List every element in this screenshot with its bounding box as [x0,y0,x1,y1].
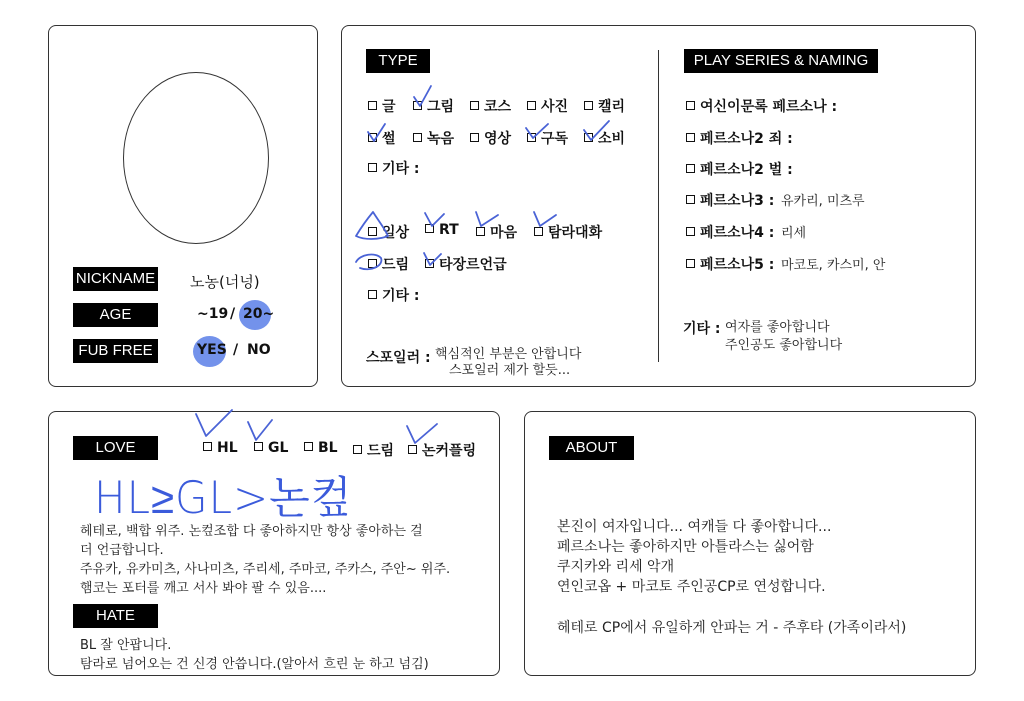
play-etc-label: 기타 : [683,321,721,337]
spoiler-line-1: 핵심적인 부분은 안합니다 [435,347,582,362]
type-option-calligraphy[interactable]: 캘리 [584,96,625,116]
checkbox-icon[interactable] [534,227,543,236]
checkbox-icon[interactable] [584,101,593,110]
type-label: TYPE [366,49,430,73]
about-line-6: 헤테로 CP에서 유일하게 안파는 거 - 주후타 (가족이라서) [557,620,907,636]
type-option-consume[interactable]: 소비 [584,128,625,148]
checkbox-icon[interactable] [425,259,434,268]
type-option-subscribe[interactable]: 구독 [527,128,568,148]
type-option-daily[interactable]: 일상 [368,222,409,242]
checkbox-icon[interactable] [368,290,377,299]
checkbox-icon[interactable] [368,227,377,236]
play-item-persona5-value: 마코토, 카스미, 안 [781,258,886,273]
checkbox-icon[interactable] [686,164,695,173]
about-line-2: 페르소나는 좋아하지만 아틀라스는 싫어함 [557,539,814,555]
play-item-persona3[interactable]: 페르소나3 : [686,190,774,210]
type-option-drawing[interactable]: 그림 [413,96,454,116]
play-etc-line-1: 여자를 좋아합니다 [725,320,830,335]
play-item-persona4[interactable]: 페르소나4 : [686,222,774,242]
checkbox-icon[interactable] [368,101,377,110]
love-line-4: 햄코는 포터를 깨고 서사 봐야 팔 수 있음.... [80,581,327,596]
fub-free-label: FUB FREE [73,339,158,363]
checkbox-icon[interactable] [425,224,434,233]
type-option-story[interactable]: 썰 [368,128,396,148]
checkbox-icon[interactable] [470,101,479,110]
fub-option-no[interactable]: NO [247,342,271,358]
play-series-label: PLAY SERIES & NAMING [684,49,878,73]
fub-option-yes[interactable]: YES [197,342,227,358]
card-divider [658,50,659,362]
type-option-etc-2[interactable]: 기타 : [368,285,420,305]
play-item-persona2-punishment[interactable]: 페르소나2 벌 : [686,159,793,179]
nickname-value: 노농(너넝) [190,273,260,291]
love-option-bl[interactable]: BL [304,440,338,456]
play-item-persona1[interactable]: 여신이문록 페르소나 : [686,96,837,116]
play-item-persona5[interactable]: 페르소나5 : [686,254,774,274]
type-option-photo[interactable]: 사진 [527,96,568,116]
hate-line-2: 탐라로 넘어오는 건 신경 안씁니다.(알아서 흐린 눈 하고 넘김) [80,657,429,672]
checkbox-icon[interactable] [584,133,593,142]
type-option-writing[interactable]: 글 [368,96,396,116]
checkbox-icon[interactable] [413,133,422,142]
about-line-4: 연인코옵 + 마코토 주인공CP로 연성합니다. [557,579,826,595]
checkbox-icon[interactable] [353,445,362,454]
about-label: ABOUT [549,436,634,460]
play-etc-line-2: 주인공도 좋아합니다 [725,338,843,353]
love-line-3: 주유카, 유카미츠, 사나미츠, 주리세, 주마코, 주카스, 주안~ 위주. [80,562,451,577]
checkbox-icon[interactable] [304,442,313,451]
fub-separator: / [233,342,239,358]
checkbox-icon[interactable] [203,442,212,451]
age-option-under19[interactable]: ~19 [197,306,229,322]
love-label: LOVE [73,436,158,460]
type-option-cosplay[interactable]: 코스 [470,96,511,116]
spoiler-line-2: 스포일러 제가 할듯... [449,363,571,378]
type-option-timeline-chat[interactable]: 탐라대화 [534,222,602,242]
checkbox-icon[interactable] [527,101,536,110]
play-item-persona3-value: 유카리, 미츠루 [781,194,865,209]
type-option-video[interactable]: 영상 [470,128,511,148]
checkbox-icon[interactable] [408,445,417,454]
checkbox-icon[interactable] [368,259,377,268]
checkbox-icon[interactable] [413,101,422,110]
checkbox-icon[interactable] [254,442,263,451]
hate-label: HATE [73,604,158,628]
spoiler-label: 스포일러 : [366,350,431,366]
nickname-label: NICKNAME [73,267,158,291]
love-option-hl[interactable]: HL [203,440,238,456]
type-option-recording[interactable]: 녹음 [413,128,454,148]
play-item-persona4-value: 리세 [781,226,807,241]
checkbox-icon[interactable] [686,101,695,110]
love-line-2: 더 언급합니다. [80,543,164,558]
about-line-3: 쿠지카와 리세 악개 [557,559,675,575]
type-option-heart[interactable]: 마음 [476,222,517,242]
checkbox-icon[interactable] [476,227,485,236]
love-line-1: 헤테로, 백합 위주. 논컾조합 다 좋아하지만 항상 좋아하는 걸 [80,524,423,539]
profile-card [48,25,318,387]
checkbox-icon[interactable] [686,259,695,268]
type-option-etc[interactable]: 기타 : [368,158,420,178]
love-option-non-coupling[interactable]: 논커플링 [408,440,476,460]
type-option-dream[interactable]: 드림 [368,254,409,274]
checkbox-icon[interactable] [368,133,377,142]
love-handwriting: HL≥GL>논컾 [94,471,353,524]
type-option-other-genre[interactable]: 타장르언급 [425,254,507,274]
checkbox-icon[interactable] [470,133,479,142]
checkbox-icon[interactable] [368,163,377,172]
checkbox-icon[interactable] [527,133,536,142]
about-line-1: 본진이 여자입니다... 여캐들 다 좋아합니다... [557,519,832,535]
avatar-circle[interactable] [123,72,269,244]
play-item-persona2-sin[interactable]: 페르소나2 죄 : [686,128,793,148]
hate-line-1: BL 잘 안팝니다. [80,638,172,653]
age-label: AGE [73,303,158,327]
checkbox-icon[interactable] [686,227,695,236]
love-option-dream[interactable]: 드림 [353,440,394,460]
love-option-gl[interactable]: GL [254,440,288,456]
type-option-rt[interactable]: RT [425,222,459,238]
age-separator: / [230,306,236,322]
checkbox-icon[interactable] [686,133,695,142]
checkbox-icon[interactable] [686,195,695,204]
age-option-over20[interactable]: 20~ [243,306,275,322]
